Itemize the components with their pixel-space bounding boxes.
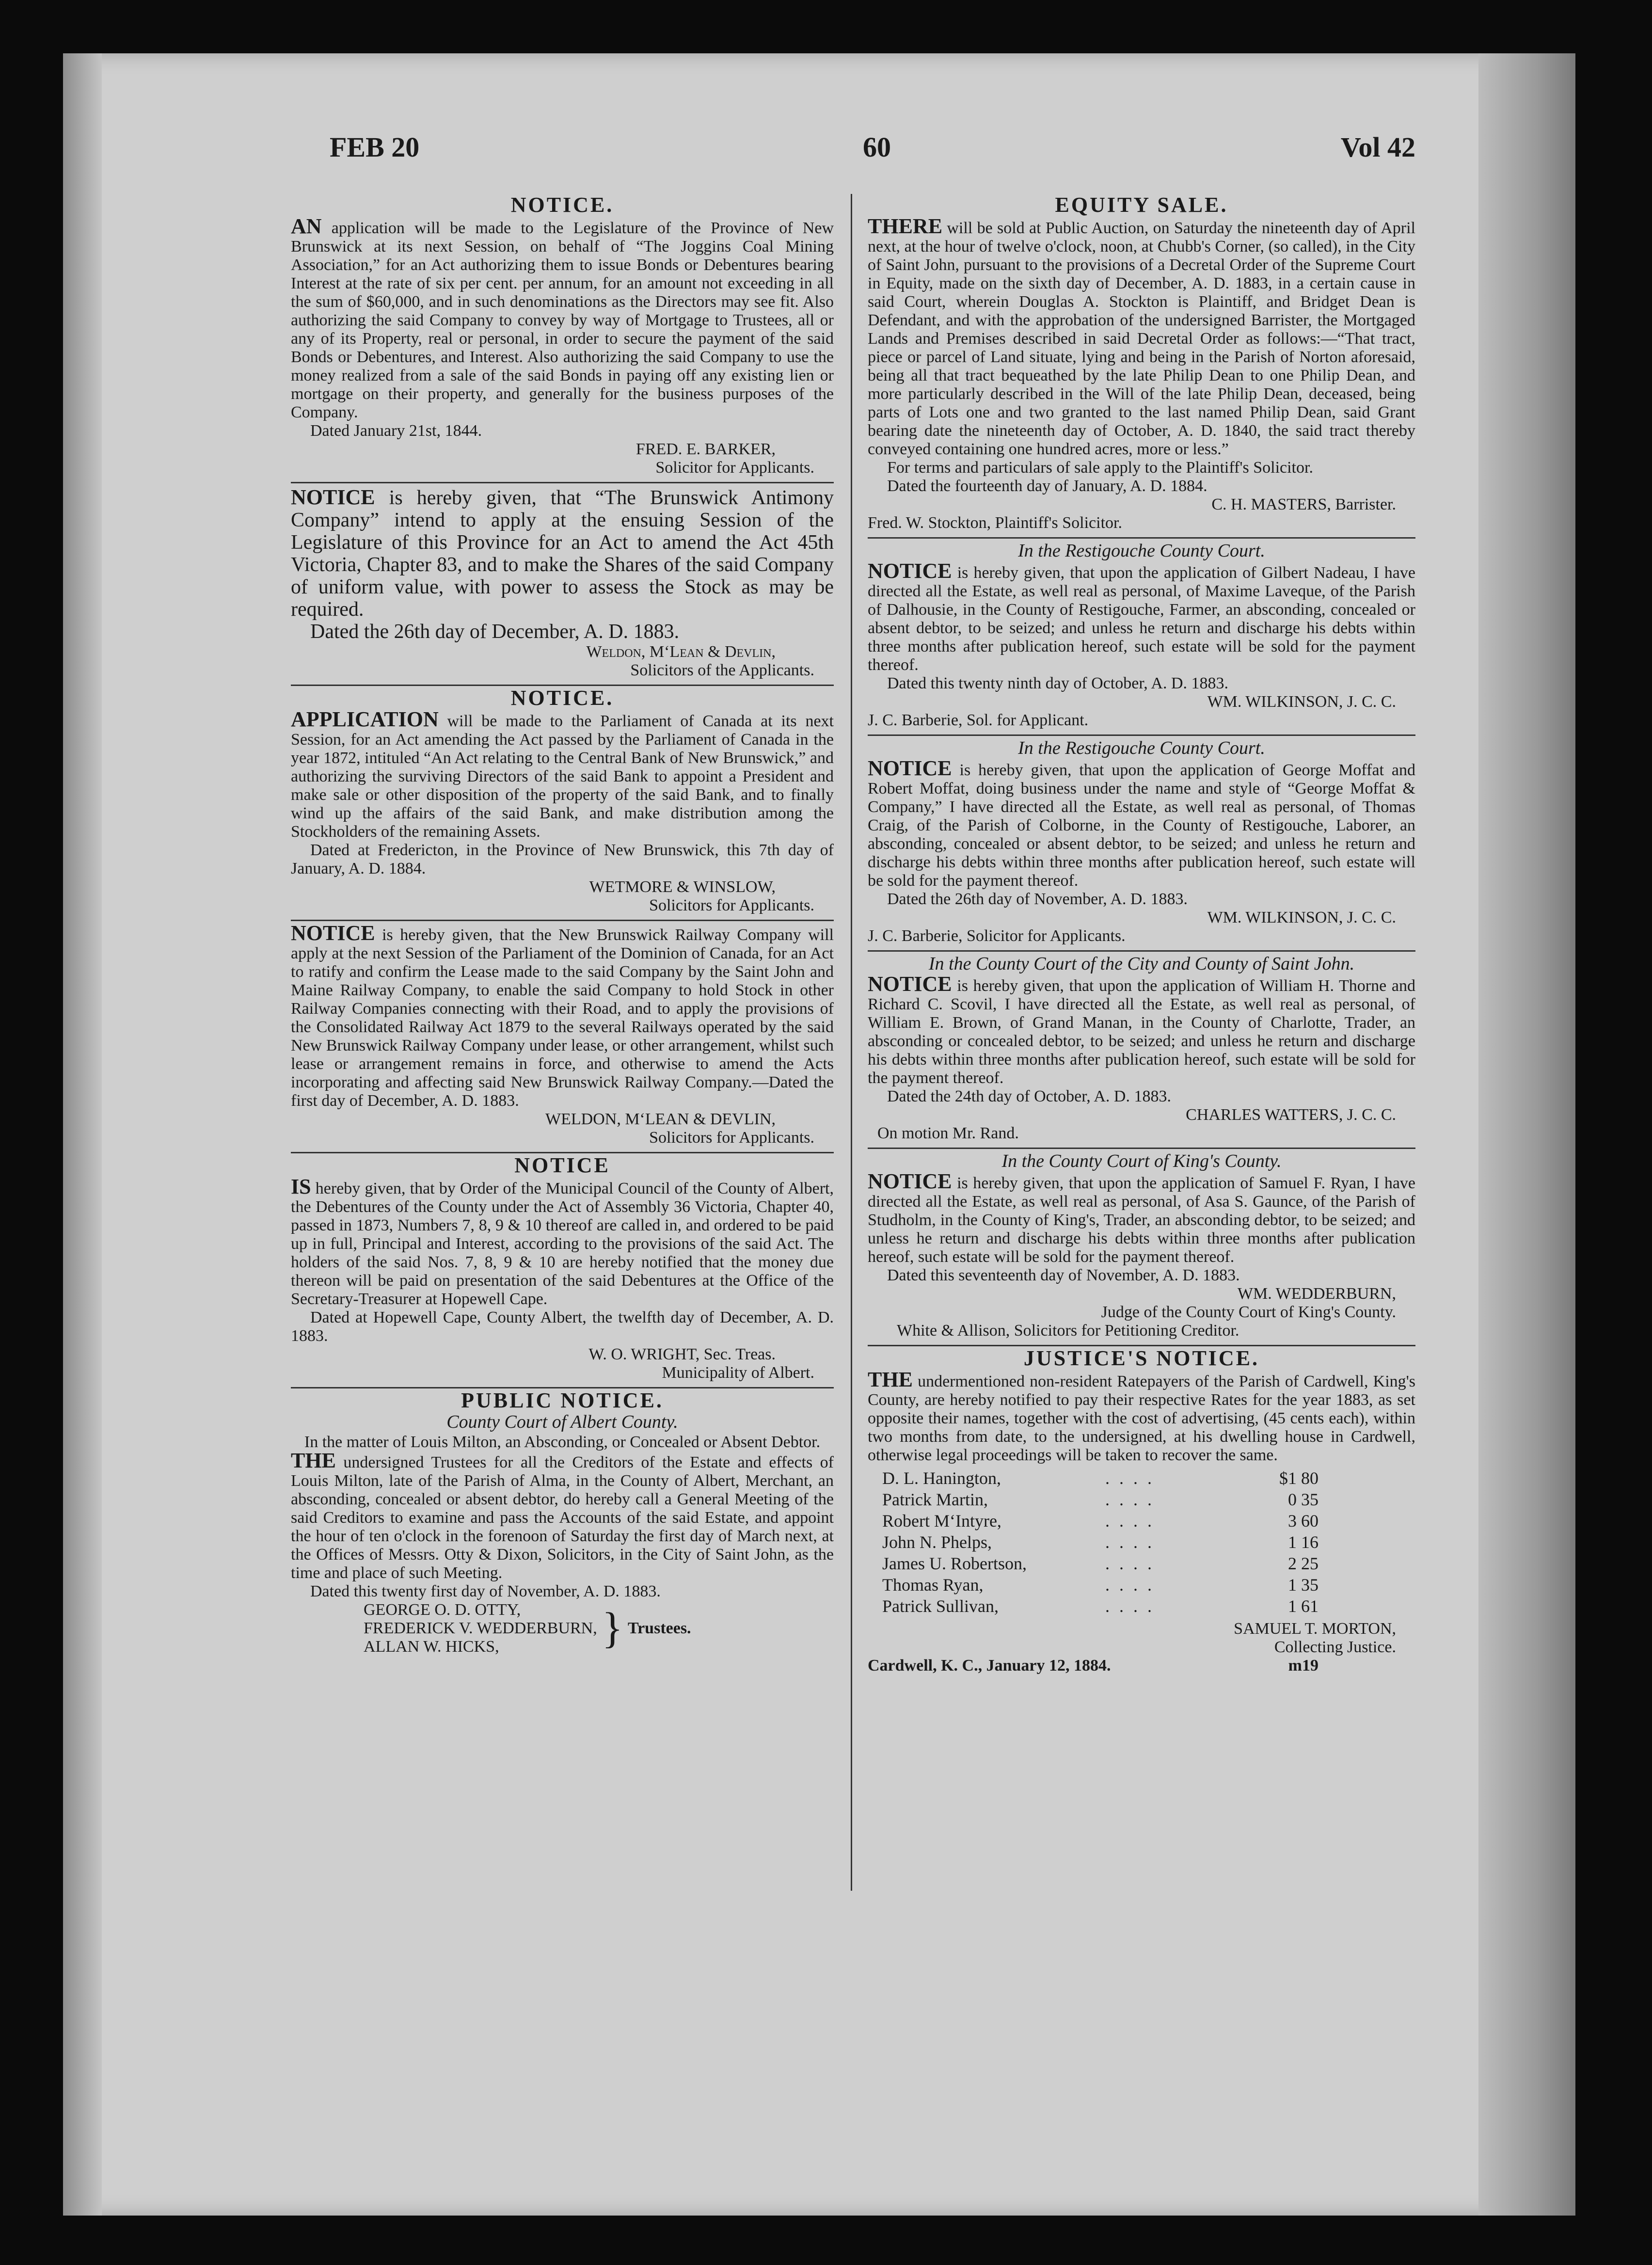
notice-dated: Dated at Hopewell Cape, County Albert, the twelfth day of December, A. D. 1883. — [291, 1308, 834, 1345]
notice-body: is hereby given, that upon the application of George Moffat and Robert Moffat, doing business under the name and style of “George Moffat & Company,” I have directed all the Estate, as well real as personal, of Thomas Craig, of the Parish of Colborne, in the County of Restigouche, Laborer, an absconding, concealed or absent debtor, to be seized; and unless he return and discharge his debts within three months after publication hereof, such estate will be sold for the payment thereof. — [868, 761, 1415, 890]
notice-signature-role: Judge of the County Court of King's County. — [1101, 1303, 1396, 1321]
page-right-edge — [1478, 53, 1575, 2216]
notice-kings-gaunce — [868, 1152, 1415, 1340]
notice-solicitor: J. C. Barberie, Solicitor for Applicants. — [868, 927, 1126, 945]
notice-court: In the County Court of King's County. — [1001, 1151, 1282, 1171]
ratepayer-row — [882, 1467, 1415, 1489]
ratepayer-row — [882, 1510, 1415, 1531]
notice-dated: Dated January 21st, 1844. — [310, 422, 482, 440]
notice-lead: NOTICE — [868, 559, 952, 583]
notice-dated: Dated at Fredericton, in the Province of New Brunswick, this 7th day of January, A. D. 1884. — [291, 841, 834, 877]
notice-central-bank — [291, 686, 834, 915]
ratepayer-amount: 1 61 — [1288, 1596, 1318, 1616]
ratepayer-name: John N. Phelps, — [882, 1532, 992, 1552]
column-divider — [851, 194, 852, 1891]
notice-signature: WM. WILKINSON, J. C. C. — [1207, 909, 1396, 926]
notice-signature-role: Municipality of Albert. — [662, 1364, 814, 1382]
ratepayer-name: Robert M‘Intyre, — [882, 1511, 1001, 1531]
notice-lead: AN — [291, 214, 322, 238]
notice-lead: APPLICATION — [291, 707, 439, 731]
notice-dated: Dated the 26th day of November, A. D. 1883. — [887, 890, 1188, 908]
notice-title: NOTICE — [514, 1153, 610, 1177]
notice-body: is hereby given, that the New Brunswick Railway Company will apply at the next Session of the Parliament of the Dominion of Canada, for an Act to ratify and confirm the Lease made to the said Company by the Saint John and Maine Railway Company, to enable the said Company to hold Stock in other Railway Companies connecting with their Road, and to apply the provisions of the Consolidated Railway Act 1879 to the several Railways operated by the said New Brunswick Railway Company under lease, or other arrangement, whilst such lease or arrangement remains in force, and otherwise to amend the Acts incorporating and affecting said New Brunswick Railway Company.—Dated the first day of December, A. D. 1883. — [291, 926, 834, 1110]
ratepayer-name: Thomas Ryan, — [882, 1575, 984, 1595]
notice-dated: Dated the 26th day of December, A. D. 1883. — [310, 621, 680, 643]
notice-body: is hereby given, that upon the application of Gilbert Nadeau, I have directed all the Estate, as well real as personal, of Maxime Laveque, of the Parish of Dalhousie, in the County of Restigouche, Farmer, an absconding, concealed or absent debtor, to be seized; and unless he return and discharge his debts within three months after publication hereof, such estate will be sold for the payment thereof. — [868, 564, 1415, 674]
notice-body: is hereby given, that upon the application of William H. Thorne and Richard C. Scovil, I have directed all the Estate, as well real as personal, of William E. Brown, of Grand Manan, in the County of Charlotte, Trader, an absconding or concealed debtor, to be seized; and unless he return and discharge his debts within three months after publication hereof, such estate will be sold for the payment thereof. — [868, 977, 1415, 1087]
notice-dated: Dated this twenty ninth day of October, A. D. 1883. — [887, 674, 1229, 692]
leader-dots: .... — [1105, 1468, 1161, 1488]
notice-body: hereby given, that by Order of the Municipal Council of the County of Albert, the Debentures of the County under the Act of Assembly 36 Victoria, Chapter 40, passed in 1873, Numbers 7, 8, 9 & 10 thereof are called in, and ordered to be paid up in full, Principal and Interest, according to the provisions of the said Act. The holders of the said Nos. 7, 8, 9 & 10 are hereby notified that the money due thereon will be paid on presentation of the said Debentures at the Office of the Secretary-Treasurer at Hopewell Cape. — [291, 1180, 834, 1308]
notice-lead: THE — [291, 1449, 336, 1472]
trustee-name: GEORGE O. D. OTTY, — [364, 1601, 521, 1619]
notice-justice — [868, 1346, 1415, 1675]
leader-dots: .... — [1105, 1532, 1161, 1552]
trustee-name: FREDERICK V. WEDDERBURN, — [364, 1619, 597, 1637]
notice-court: In the Restigouche County Court. — [1018, 541, 1265, 561]
notice-matter: In the matter of Louis Milton, an Absconding, or Concealed or Absent Debtor. — [304, 1433, 821, 1451]
notice-signature-role: Collecting Justice. — [1274, 1638, 1396, 1656]
notice-separator — [291, 482, 834, 483]
notice-signature: CHARLES WATTERS, J. C. C. — [1186, 1106, 1396, 1124]
ratepayer-amount: 1 16 — [1288, 1532, 1318, 1552]
notice-body: undermentioned non-resident Ratepayers of the Parish of Cardwell, King's County, are hereby notified to pay their respective Rates for the year 1883, as set opposite their names, together with the cost of advertising, (45 cents each), within two months from date, to the undersigned, at his dwelling house in Cardwell, otherwise legal proceedings will be taken to recover the same. — [868, 1372, 1415, 1464]
notice-lead: NOTICE — [868, 756, 952, 780]
ratepayer-name: James U. Robertson, — [882, 1554, 1027, 1573]
notice-brunswick-antimony — [291, 486, 834, 680]
notice-signature-role: Solicitors for Applicants. — [649, 896, 814, 914]
notice-public-milton — [291, 1388, 834, 1656]
notice-signature: C. H. MASTERS, Barrister. — [1211, 495, 1396, 513]
ratepayer-row — [882, 1553, 1415, 1574]
page-binding-edge — [63, 53, 102, 2216]
notice-signature: FRED. E. BARKER, — [635, 440, 776, 458]
notice-restigouche-laveque — [868, 542, 1415, 730]
notice-lead: NOTICE — [868, 972, 952, 996]
notice-saint-john-brown — [868, 955, 1415, 1143]
notice-court: In the Restigouche County Court. — [1018, 738, 1265, 758]
trustees-label: Trustees. — [627, 1619, 691, 1637]
leader-dots: .... — [1105, 1575, 1161, 1595]
notice-dated: Dated this seventeenth day of November, A. D. 1883. — [887, 1266, 1240, 1284]
notice-separator — [868, 1148, 1415, 1149]
right-column — [868, 194, 1415, 2109]
notice-body: application will be made to the Legislature of the Province of New Brunswick at its next Session, on behalf of “The Joggins Coal Mining Association,” for an Act authorizing them to issue Bonds or Debentures bearing Interest at the rate of six per cent. per annum, for an amount not exceeding in all the sum of $60,000, and in such denominations as the Directors may see fit. Also authorizing the said Company to convey by way of Mortgage to Trustees, all or any of its Property, real or personal, in order to secure the payment of the said Bonds or Debentures, and Interest. Also authorizing the said Company to use the money realized from a sale of the said Bonds in paying off any existing lien or mortgage on their property, and generally for the business purposes of the Company. — [291, 219, 834, 421]
notice-separator — [868, 537, 1415, 539]
notice-footer-date: Cardwell, K. C., January 12, 1884. — [868, 1657, 1111, 1675]
notice-solicitor: White & Allison, Solicitors for Petitioning Creditor. — [897, 1322, 1239, 1340]
notice-body: is hereby given, that “The Brunswick Antimony Company” intend to apply at the ensuing Session of the Legislature of this Province for an Act to amend the Act 45th Victoria, Chapter 83, and to make the Shares of the said Company of uniform value, with power to assess the Stock as may be required. — [291, 487, 834, 621]
notice-signature: SAMUEL T. MORTON, — [1234, 1620, 1396, 1638]
notice-separator — [868, 950, 1415, 952]
notice-equity-sale — [868, 196, 1415, 532]
notice-lead: NOTICE — [868, 1169, 952, 1193]
notice-signature: WELDON, M‘LEAN & DEVLIN, — [545, 1110, 776, 1128]
ratepayer-row — [882, 1489, 1415, 1510]
ratepayer-amount: $1 80 — [1279, 1468, 1318, 1488]
ratepayer-amount: 3 60 — [1288, 1511, 1318, 1531]
notice-title: JUSTICE'S NOTICE. — [1023, 1346, 1260, 1370]
header-date: FEB 20 — [330, 131, 420, 163]
ratepayer-name: D. L. Hanington, — [882, 1468, 1001, 1488]
notice-signature: Weldon, M‘Lean & Devlin, — [586, 643, 776, 661]
ratepayer-row — [882, 1595, 1415, 1617]
notice-body: is hereby given, that upon the application of Samuel F. Ryan, I have directed all the Estate, as well real as personal, of Asa S. Gaunce, of the Parish of Studholm, in the County of King's, Trader, an absconding debtor, to be seized; and unless he return and discharge his debts within three months after publication hereof, such estate will be sold for the payment thereof. — [868, 1174, 1415, 1266]
notice-dated: Dated the fourteenth day of January, A. D. 1884. — [887, 477, 1207, 495]
notice-lead: IS — [291, 1175, 311, 1198]
notice-restigouche-craig — [868, 739, 1415, 945]
notice-nb-railway — [291, 921, 834, 1147]
leader-dots: .... — [1105, 1490, 1161, 1509]
notice-title: NOTICE. — [510, 686, 614, 710]
ad-code: m19 — [1288, 1657, 1318, 1675]
notice-signature: WM. WEDDERBURN, — [1237, 1285, 1396, 1303]
ratepayer-row — [882, 1531, 1415, 1553]
page-number: 60 — [863, 131, 891, 163]
notice-lead: NOTICE — [291, 485, 375, 509]
leader-dots: .... — [1105, 1596, 1161, 1616]
notice-motion: On motion Mr. Rand. — [877, 1124, 1019, 1142]
notice-title: NOTICE. — [510, 194, 614, 217]
notice-albert-debentures — [291, 1153, 834, 1382]
notice-lead: NOTICE — [291, 921, 375, 945]
notice-court: In the County Court of the City and County of Saint John. — [928, 954, 1355, 974]
left-column — [291, 194, 834, 2109]
notice-signature: WM. WILKINSON, J. C. C. — [1207, 693, 1396, 711]
notice-title: EQUITY SALE. — [1055, 194, 1228, 217]
leader-dots: .... — [1105, 1511, 1161, 1531]
notice-body: undersigned Trustees for all the Creditors of the Estate and effects of Louis Milton, late of the Parish of Alma, in the County of Albert, Merchant, an absconding, concealed or absent debtor, do hereby call a General Meeting of the said Creditors to examine and pass the Accounts of the said Estate, and appoint the hour of ten o'clock in the forenoon of Saturday the first day of March next, at the Offices of Messrs. Otty & Dixon, Solicitors, in the City of Saint John, as the time and place of such Meeting. — [291, 1453, 834, 1582]
notice-lead: THERE — [868, 214, 943, 238]
notice-signature-role: Solicitors of the Applicants. — [630, 661, 814, 679]
notice-signature-role: Solicitors for Applicants. — [649, 1129, 814, 1147]
ratepayer-name: Patrick Martin, — [882, 1490, 988, 1509]
notice-separator — [868, 734, 1415, 736]
trustee-block — [291, 1601, 834, 1656]
notice-lead: THE — [868, 1368, 913, 1391]
notice-solicitor: Fred. W. Stockton, Plaintiff's Solicitor. — [868, 514, 1122, 532]
notice-signature: WETMORE & WINSLOW, — [589, 878, 776, 896]
notice-joggins — [291, 196, 834, 477]
notice-terms: For terms and particulars of sale apply to the Plaintiff's Solicitor. — [887, 459, 1313, 477]
ratepayer-list — [882, 1467, 1415, 1617]
ratepayer-name: Patrick Sullivan, — [882, 1596, 999, 1616]
trustee-name: ALLAN W. HICKS, — [364, 1638, 499, 1656]
notice-signature-role: Solicitor for Applicants. — [655, 459, 814, 477]
notice-dated: Dated the 24th day of October, A. D. 1883. — [887, 1087, 1171, 1105]
notice-body: will be made to the Parliament of Canada at its next Session, for an Act amending the Act passed by the Parliament of Canada in the year 1872, intituled “An Act relating to the Central Bank of New Brunswick,” and authorizing the surviving Directors of the said Bank to appoint a President and make sale or other disposition of the property of the said Bank, and to finally wind up the affairs of the said Bank, and make distribution among the Stockholders of the remaining Assets. — [291, 712, 834, 841]
notice-solicitor: J. C. Barberie, Sol. for Applicant. — [868, 711, 1089, 729]
page-header — [310, 131, 1415, 179]
notice-dated: Dated this twenty first day of November, A. D. 1883. — [310, 1582, 661, 1600]
ratepayer-row — [882, 1574, 1415, 1595]
notice-body: will be sold at Public Auction, on Saturday the nineteenth day of April next, at the hour of twelve o'clock, noon, at Chubb's Corner, (so called), in the City of Saint John, pursuant to the provisions of a Decretal Order of the Supreme Court in Equity, made on the sixth day of December, A. D. 1883, in a certain cause in said Court, wherein Douglas A. Stockton is Plaintiff, and Bridget Dean is Defendant, and with the approbation of the undersigned Barrister, the Mortgaged Lands and Premises described in said Decretal Order as follows:—“That tract, piece or parcel of Land situate, lying and being in the Parish of Norton aforesaid, being all that tract bequeathed by the late Philip Dean to one Philip Dean, and more particularly described in the Will of the late Philip Dean, deceased, being parts of Lots one and two granted to the last named Philip Dean, said Grant bearing date the nineteenth day of October, A. D. 1840, the said tract thereby conveyed containing one hundred acres, more or less.” — [868, 219, 1415, 458]
notice-signature: W. O. WRIGHT, Sec. Treas. — [588, 1345, 776, 1363]
notice-court: County Court of Albert County. — [446, 1412, 678, 1432]
notice-title: PUBLIC NOTICE. — [461, 1388, 664, 1412]
ratepayer-amount: 0 35 — [1288, 1490, 1318, 1509]
ratepayer-amount: 1 35 — [1288, 1575, 1318, 1595]
volume-number: Vol 42 — [1340, 131, 1415, 163]
leader-dots: .... — [1105, 1554, 1161, 1573]
trustee-brace: } — [602, 1604, 623, 1652]
ratepayer-amount: 2 25 — [1288, 1554, 1318, 1573]
